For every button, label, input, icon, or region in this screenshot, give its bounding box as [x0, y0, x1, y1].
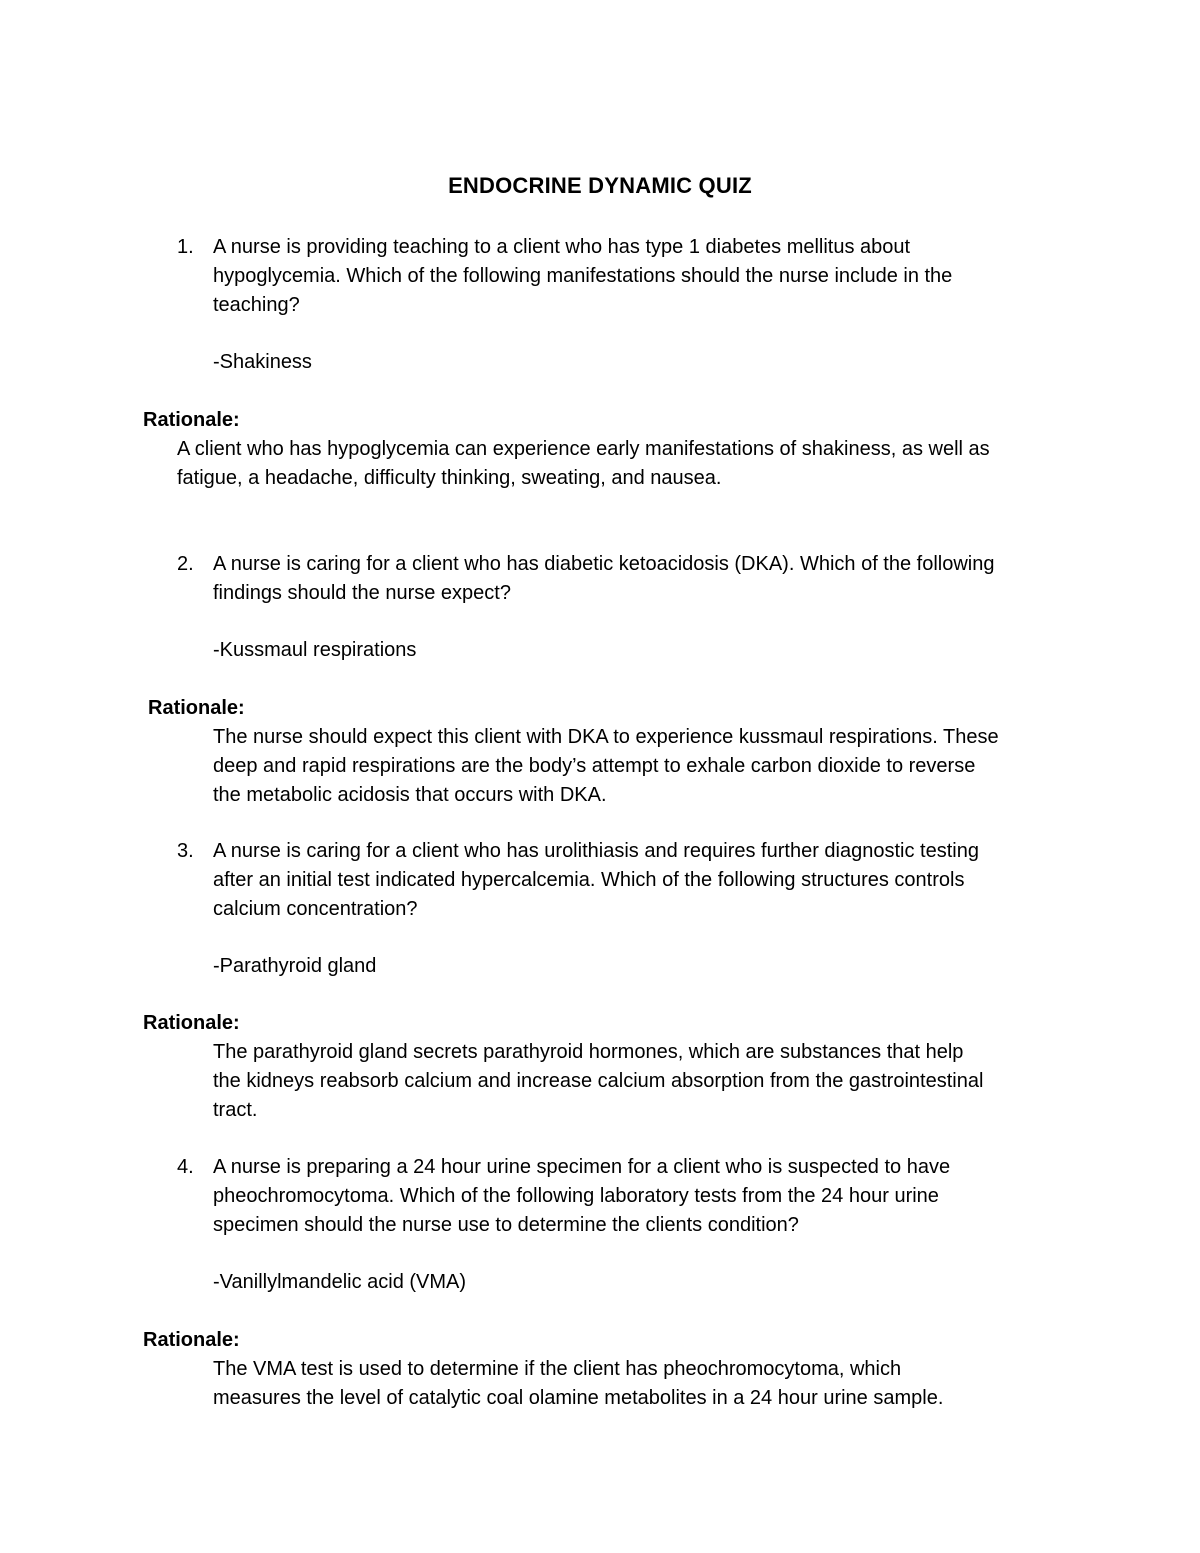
- answer-text: -Shakiness: [213, 351, 312, 373]
- rationale-text: [213, 1355, 943, 1413]
- question-number: 3.: [177, 840, 194, 862]
- question-line: hypoglycemia. Which of the following manifestations should the nurse include in the: [213, 265, 953, 287]
- rationale-text: [213, 723, 999, 810]
- question-number: 1.: [177, 236, 194, 258]
- rationale-text: [177, 435, 990, 493]
- rationale-label: Rationale:: [143, 409, 240, 431]
- question-number: 2.: [177, 553, 194, 575]
- rationale-text: [213, 1038, 983, 1125]
- rationale-line: The nurse should expect this client with DKA to experience kussmaul respirations. These: [213, 726, 999, 748]
- rationale-line: the metabolic acidosis that occurs with DKA.: [213, 784, 607, 806]
- rationale-label: Rationale:: [148, 697, 245, 719]
- question-line: calcium concentration?: [213, 898, 418, 920]
- question-text: [213, 233, 952, 320]
- answer-text: -Kussmaul respirations: [213, 639, 417, 661]
- answer-text: -Parathyroid gland: [213, 955, 377, 977]
- question-number: 4.: [177, 1156, 194, 1178]
- rationale-line: The parathyroid gland secrets parathyroid hormones, which are substances that help: [213, 1041, 964, 1063]
- rationale-label: Rationale:: [143, 1329, 240, 1351]
- document-title: ENDOCRINE DYNAMIC QUIZ: [448, 173, 752, 198]
- rationale-line: tract.: [213, 1099, 258, 1121]
- question-line: A nurse is caring for a client who has urolithiasis and requires further diagnostic testing: [213, 840, 979, 862]
- rationale-line: the kidneys reabsorb calcium and increase calcium absorption from the gastrointestinal: [213, 1070, 984, 1092]
- question-text: [213, 550, 994, 608]
- question-line: after an initial test indicated hypercalcemia. Which of the following structures controls: [213, 869, 965, 891]
- question-line: A nurse is preparing a 24 hour urine specimen for a client who is suspected to have: [213, 1156, 951, 1178]
- rationale-label: Rationale:: [143, 1012, 240, 1034]
- question-text: [213, 1153, 950, 1240]
- question-line: specimen should the nurse use to determine the clients condition?: [213, 1214, 799, 1236]
- answer-text: -Vanillylmandelic acid (VMA): [213, 1271, 467, 1293]
- question-line: A nurse is caring for a client who has diabetic ketoacidosis (DKA). Which of the following: [213, 553, 995, 575]
- question-line: findings should the nurse expect?: [213, 582, 511, 604]
- rationale-line: A client who has hypoglycemia can experience early manifestations of shakiness, as well as: [177, 438, 990, 460]
- question-line: teaching?: [213, 294, 300, 316]
- rationale-line: fatigue, a headache, difficulty thinking, sweating, and nausea.: [177, 467, 722, 489]
- rationale-line: The VMA test is used to determine if the client has pheochromocytoma, which: [213, 1358, 902, 1380]
- question-text: [213, 837, 979, 924]
- question-line: A nurse is providing teaching to a client who has type 1 diabetes mellitus about: [213, 236, 911, 258]
- rationale-line: measures the level of catalytic coal olamine metabolites in a 24 hour urine sample.: [213, 1387, 944, 1409]
- rationale-line: deep and rapid respirations are the body’s attempt to exhale carbon dioxide to reverse: [213, 755, 976, 777]
- question-line: pheochromocytoma. Which of the following laboratory tests from the 24 hour urine: [213, 1185, 939, 1207]
